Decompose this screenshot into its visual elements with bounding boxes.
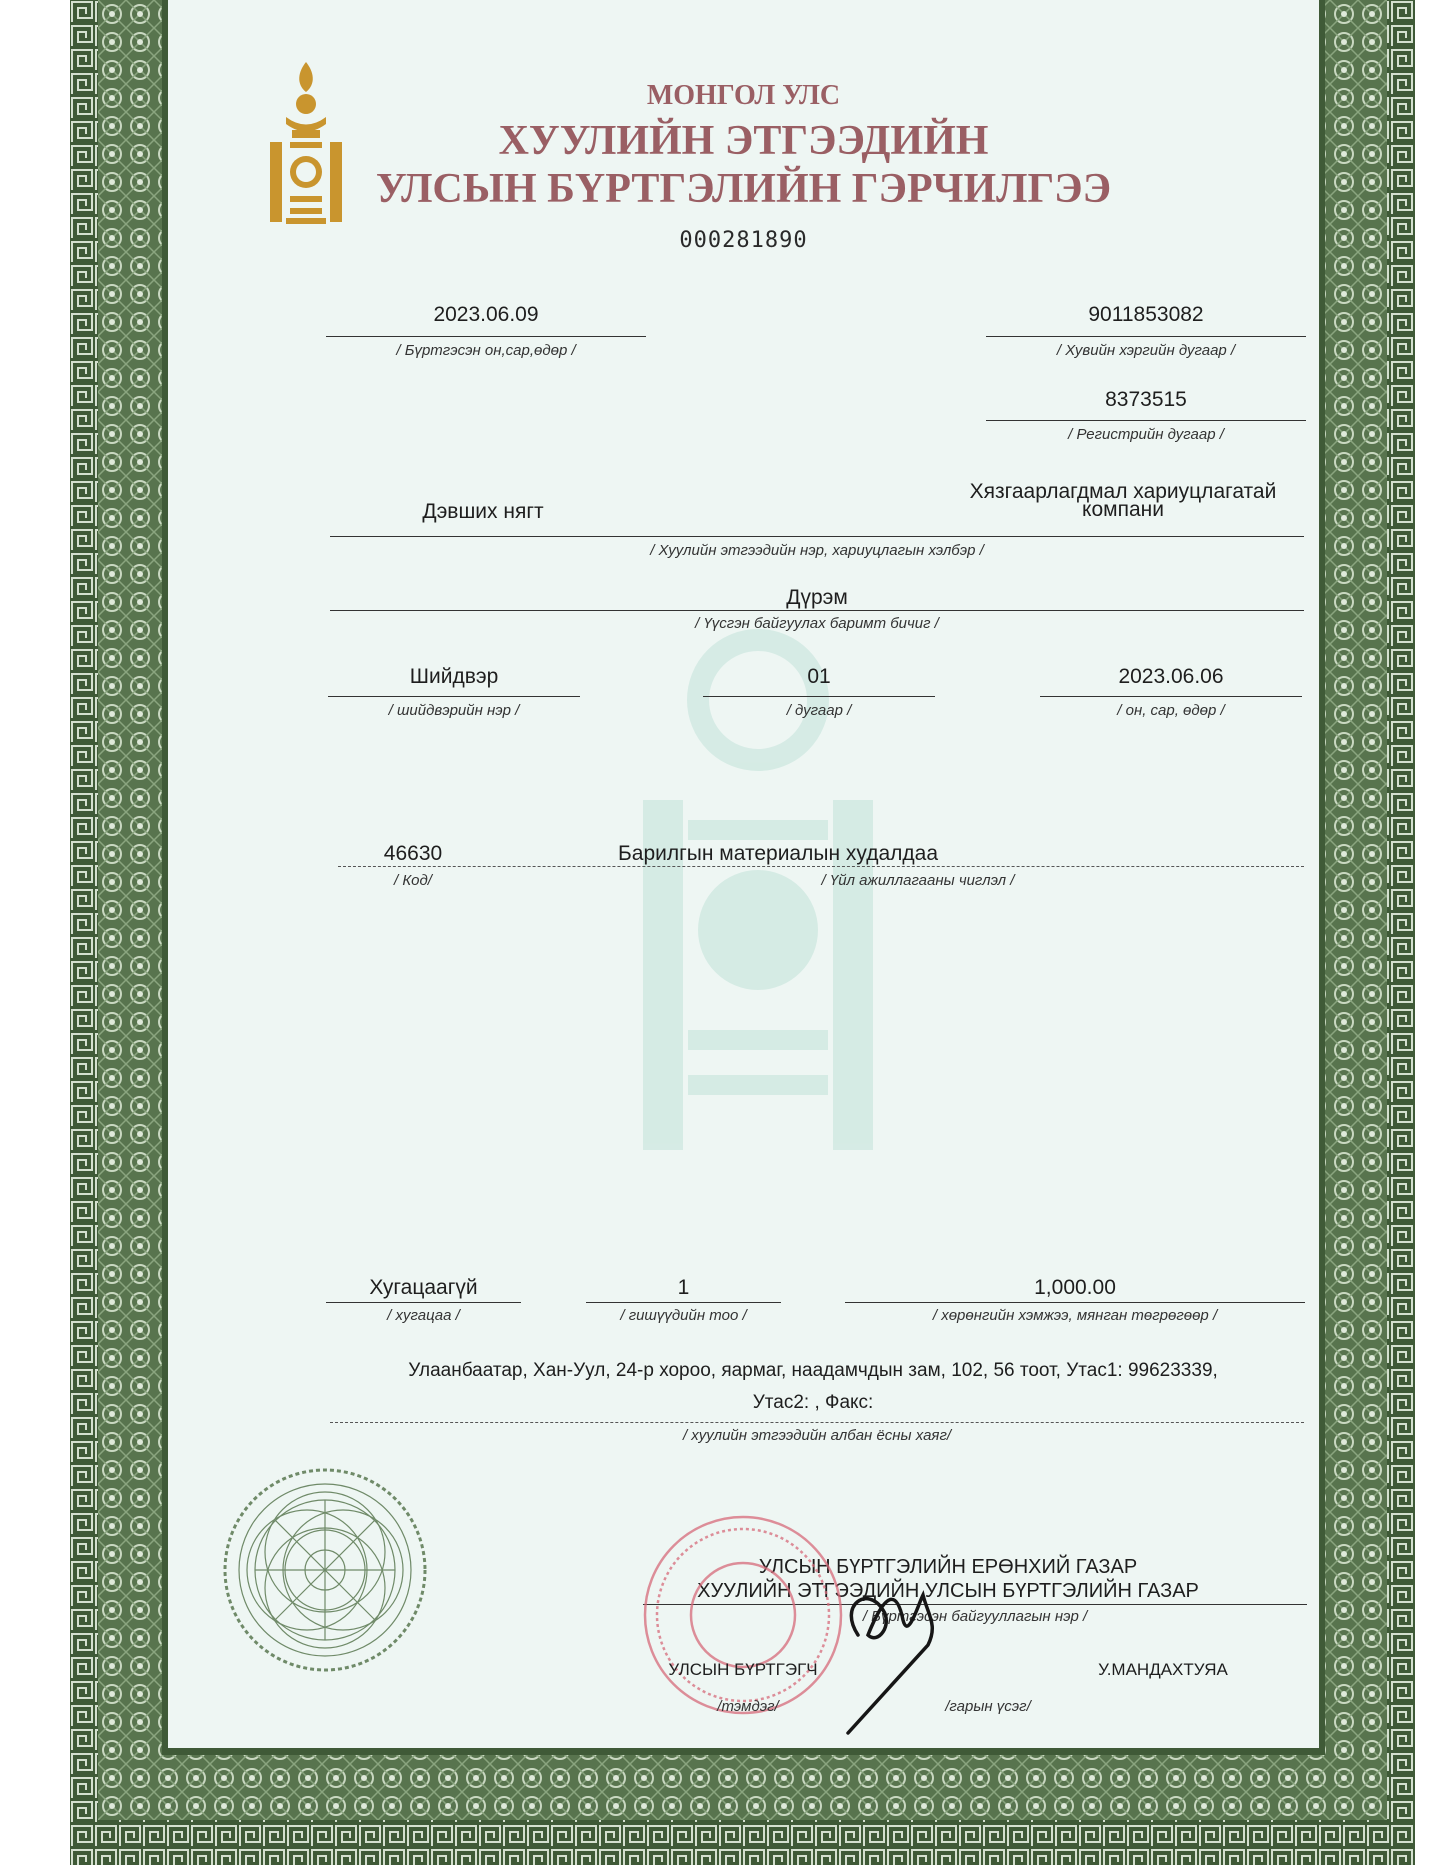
founding-document: Дүрэм xyxy=(786,586,848,609)
founding-document-caption: / Үүсгэн байгуулах баримт бичиг / xyxy=(695,615,939,632)
entity-name: Дэвших нягт xyxy=(422,500,544,523)
members-count: 1 xyxy=(677,1276,690,1299)
certificate-paper xyxy=(168,0,1319,1748)
decision-date-caption: / он, сар, өдөр / xyxy=(1117,702,1225,719)
term-caption: / хугацаа / xyxy=(387,1307,460,1324)
decision-date: 2023.06.06 xyxy=(1118,665,1224,688)
registrar-name: У.МАНДАХТУЯА xyxy=(1098,1660,1228,1679)
activity-name-caption: / Үйл ажиллагааны чиглэл / xyxy=(821,872,1015,889)
authority-caption: / Бүртгэсэн байгууллагын нэр / xyxy=(862,1608,1088,1625)
members-caption: / гишүүдийн тоо / xyxy=(620,1307,747,1324)
file-number-caption: / Хувийн хэргийн дугаар / xyxy=(1056,342,1236,359)
address-caption: / хуулийн этгээдийн албан ёсны хаяг/ xyxy=(682,1427,952,1444)
activity-code-caption: / Код/ xyxy=(394,872,432,889)
capital-caption: / хөрөнгийн хэмжээ, мянган төгрөгөөр / xyxy=(932,1307,1218,1324)
authority-line2: ХУУЛИЙН ЭТГЭЭДИЙН УЛСЫН БҮРТГЭЛИЙН ГАЗАР xyxy=(697,1580,1199,1602)
file-number: 9011853082 xyxy=(1088,303,1204,326)
serial-number: 000281890 xyxy=(679,228,808,253)
authority-line1: УЛСЫН БҮРТГЭЛИЙН ЕРӨНХИЙ ГАЗАР xyxy=(758,1556,1138,1578)
certificate-title-line2: УЛСЫН БҮРТГЭЛИЙН ГЭРЧИЛГЭЭ xyxy=(375,166,1112,212)
certificate-frame xyxy=(70,0,1415,1865)
certificate-title-line1: ХУУЛИЙН ЭТГЭЭДИЙН xyxy=(498,118,989,164)
term-value: Хугацаагүй xyxy=(369,1276,478,1299)
official-stamp xyxy=(638,1510,848,1720)
decision-name-caption: / шийдвэрийн нэр / xyxy=(388,702,520,719)
registration-date: 2023.06.09 xyxy=(433,303,539,326)
register-number: 8373515 xyxy=(1105,388,1187,411)
register-number-caption: / Регистрийн дугаар / xyxy=(1068,426,1224,443)
entity-form-line2: компани xyxy=(1082,498,1164,521)
entity-form-line1: Хязгаарлагдмал хариуцлагатай xyxy=(969,480,1277,503)
address-line1: Улаанбаатар, Хан-Уул, 24-р хороо, яармаг, наадамчдын зам, 102, 56 тоот, Утас1: 99623339, xyxy=(408,1360,1218,1381)
decision-name: Шийдвэр xyxy=(409,665,499,688)
stamp-caption: /тэмдэг/ xyxy=(717,1698,779,1715)
activity-code: 46630 xyxy=(383,842,443,865)
registrar-signature xyxy=(828,1565,968,1735)
decision-number: 01 xyxy=(807,665,831,688)
decision-number-caption: / дугаар / xyxy=(786,702,852,719)
registration-date-caption: / Бүртгэсэн он,сар,өдөр / xyxy=(396,342,576,359)
activity-name: Барилгын материалын худалдаа xyxy=(618,842,938,865)
entity-caption: / Хуулийн этгээдийн нэр, хариуцлагын хэлбэр / xyxy=(650,542,984,559)
signature-caption: /гарын үсэг/ xyxy=(945,1698,1031,1715)
country-name: МОНГОЛ УЛС xyxy=(646,80,841,111)
hologram-seal xyxy=(220,1465,430,1675)
registrar-label: УЛСЫН БҮРТГЭГЧ xyxy=(668,1660,818,1679)
capital-amount: 1,000.00 xyxy=(1034,1276,1116,1299)
address-line2: Утас2: , Факс: xyxy=(752,1392,874,1413)
